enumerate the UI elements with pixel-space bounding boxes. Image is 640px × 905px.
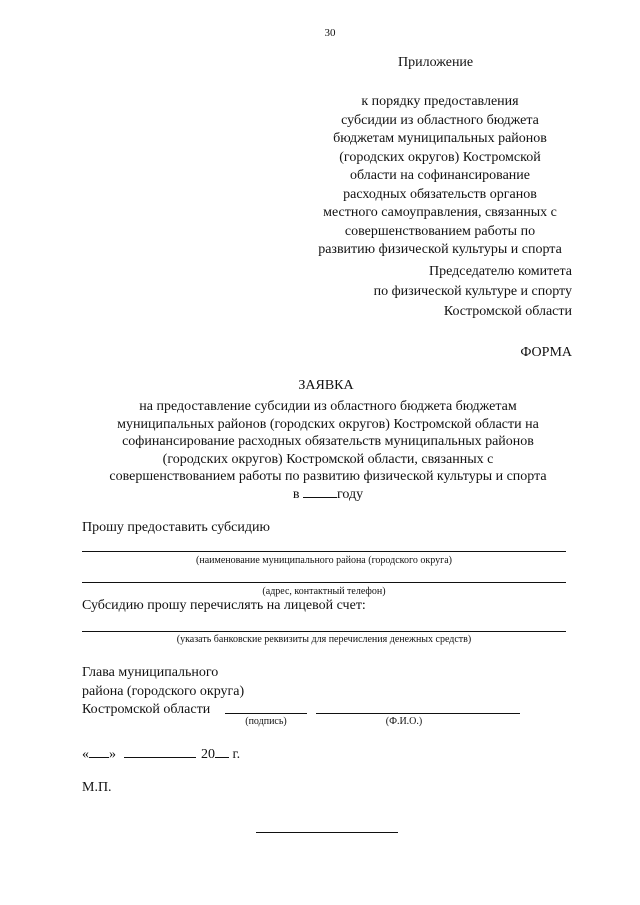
signature-block <box>82 664 244 720</box>
appendix-line: совершенствованием работы по <box>344 223 536 239</box>
subtitle-line: софинансирование расходных обязательств муниципальных районов <box>122 434 534 450</box>
addressee-line: Костромской области <box>443 304 572 319</box>
appendix-line: области на софинансирование <box>349 168 531 183</box>
request-label: Прошу предоставить субсидию <box>82 520 270 535</box>
addressee-line: по физической культуре и спорту <box>373 284 572 299</box>
appendix-text <box>300 93 580 260</box>
addressee <box>330 262 572 322</box>
page-number: 30 <box>324 27 336 39</box>
stamp-label: М.П. <box>82 780 112 795</box>
subtitle-line: муниципальных районов (городских округов) Костромской области на <box>117 416 539 432</box>
subtitle-line: (городских округов) Костромской области, связанных с <box>162 451 494 467</box>
bank-details-field-line[interactable] <box>82 631 566 632</box>
appendix-line: бюджетам муниципальных районов <box>333 131 547 146</box>
signature-line: района (городского округа) <box>82 683 245 699</box>
date-year-suffix: г. <box>232 747 241 762</box>
municipality-field-line[interactable] <box>82 551 566 552</box>
full-name-field-line[interactable] <box>316 713 520 714</box>
full-name-caption: (Ф.И.О.) <box>385 716 423 727</box>
document-subtitle <box>60 398 596 504</box>
year-suffix: году <box>337 486 364 502</box>
bank-caption: (указать банковские реквизиты для перечисления денежных средств) <box>176 634 472 645</box>
appendix-title: Приложение <box>398 55 474 70</box>
address-caption: (адрес, контактный телефон) <box>262 586 386 597</box>
appendix-line: местного самоуправления, связанных с <box>323 205 557 220</box>
account-label: Субсидию прошу перечислять на лицевой счет: <box>82 598 366 613</box>
signature-caption: (подпись) <box>245 716 287 727</box>
address-field-line[interactable] <box>82 582 566 583</box>
appendix-line: развитию физической культуры и спорта <box>318 242 562 257</box>
date-open-quote: « <box>82 747 89 762</box>
appendix-line: (городских округов) Костромской <box>339 149 541 165</box>
signature-line: Костромской области <box>82 702 211 717</box>
form-label: ФОРМА <box>520 345 572 360</box>
footer-divider <box>256 832 398 833</box>
date-year-prefix: 20 <box>201 747 215 762</box>
subtitle-line: совершенствованием работы по развитию физической культуры и спорта <box>109 469 547 485</box>
year-line <box>60 486 596 504</box>
signature-line: Глава муниципального <box>82 665 219 680</box>
appendix-line: субсидии из областного бюджета <box>341 112 539 128</box>
signature-field-line[interactable] <box>225 713 307 714</box>
year-prefix: в <box>292 486 300 502</box>
subtitle-line: на предоставление субсидии из областного бюджета бюджетам <box>139 399 517 414</box>
document-title: ЗАЯВКА <box>298 378 354 393</box>
municipality-caption: (наименование муниципального района (городского округа) <box>196 555 452 566</box>
day-blank[interactable] <box>89 745 109 758</box>
year-end-blank[interactable] <box>215 745 229 758</box>
appendix-line: к порядку предоставления <box>361 94 519 109</box>
year-blank[interactable] <box>303 486 337 498</box>
addressee-line: Председателю комитета <box>429 264 572 279</box>
month-blank[interactable] <box>124 745 196 758</box>
appendix-line: расходных обязательств органов <box>343 186 537 202</box>
date-line <box>82 745 240 763</box>
date-close-quote: » <box>109 747 116 762</box>
